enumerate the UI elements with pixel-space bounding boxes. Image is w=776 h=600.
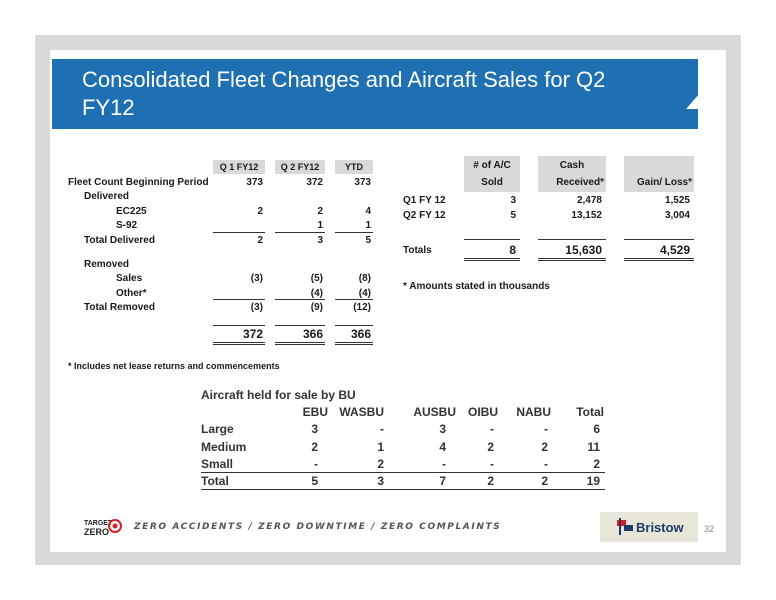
bu-total-rule <box>201 472 605 473</box>
sales-total-cell: 15,630 <box>565 243 602 257</box>
bu-header-total: Total <box>576 405 604 419</box>
sales-header-line: Cash <box>559 160 585 171</box>
sales-total-cell: 4,529 <box>659 243 690 257</box>
sales-double-rule <box>538 258 606 259</box>
bu-cell: - <box>380 422 384 436</box>
bu-cell: - <box>544 457 548 471</box>
bu-cell: 2 <box>541 440 548 454</box>
bu-cell: 3 <box>311 422 318 436</box>
bu-cell: 3 <box>439 422 446 436</box>
fleet-cell: 3 <box>317 235 323 246</box>
bu-header-ebu: EBU <box>302 405 328 419</box>
fleet-row-label: Sales <box>116 273 143 284</box>
target-zero-logo-line-1: TARGET <box>84 520 113 527</box>
sales-total-cell: 8 <box>509 243 516 257</box>
fleet-double-rule <box>213 344 265 345</box>
bu-header-nabu: NABU <box>516 405 551 419</box>
sales-header-line: Gain/ Loss* <box>636 177 692 188</box>
bu-header-wasbu: WASBU <box>339 405 384 419</box>
sales-cell: 2,478 <box>576 195 602 206</box>
fleet-double-rule <box>275 344 325 345</box>
bristow-logo-text: Bristow <box>636 520 684 535</box>
bu-cell: 5 <box>311 474 318 488</box>
fleet-cell: 2 <box>257 206 263 217</box>
bu-cell: - <box>314 457 318 471</box>
fleet-end-cell: 372 <box>242 327 263 341</box>
bu-row-label: Medium <box>201 440 247 454</box>
bu-header-oibu: OIBU <box>468 405 498 419</box>
fleet-subtotal-rule <box>335 232 373 233</box>
fleet-cell: 372 <box>306 177 323 188</box>
bu-bottom-rule <box>201 489 605 490</box>
fleet-row-label: Fleet Count Beginning Period <box>68 177 209 188</box>
fleet-cell: 1 <box>317 220 323 231</box>
sales-cell: 3 <box>510 195 516 206</box>
bu-cell: 1 <box>377 440 384 454</box>
sales-header-line: Sold <box>481 177 503 188</box>
fleet-double-rule <box>335 344 373 345</box>
sales-double-rule <box>624 258 694 259</box>
sales-row-label: Q2 FY 12 <box>403 210 446 221</box>
bu-cell: 11 <box>587 440 600 454</box>
fleet-cell: (4) <box>310 288 323 299</box>
slide-title: Consolidated Fleet Changes and Aircraft Sales for Q2 FY12 <box>82 67 606 120</box>
fleet-row-label: Delivered <box>84 191 130 202</box>
bu-row-label: Total <box>201 474 229 488</box>
fleet-end-cell: 366 <box>302 327 323 341</box>
sales-double-rule <box>464 260 520 261</box>
fleet-cell: 373 <box>354 177 371 188</box>
bu-cell: 2 <box>311 440 318 454</box>
sales-double-rule <box>624 260 694 261</box>
fleet-subtotal-rule <box>335 299 373 300</box>
sales-cell: 3,004 <box>664 210 690 221</box>
bu-row-label: Large <box>201 422 234 436</box>
fleet-subtotal-rule <box>275 299 325 300</box>
fleet-cell: (8) <box>358 273 371 284</box>
bu-cell: 2 <box>487 474 494 488</box>
fleet-subtotal-rule <box>213 299 265 300</box>
fleet-header-q2: Q 2 FY12 <box>280 162 320 172</box>
sales-cell: 5 <box>510 210 516 221</box>
fleet-cell: 2 <box>317 206 323 217</box>
fleet-row-label: Total Removed <box>84 302 155 313</box>
bu-cell: - <box>490 457 494 471</box>
fleet-cell: 1 <box>365 220 371 231</box>
sales-row-label: Totals <box>403 245 432 256</box>
fleet-cell: 4 <box>365 206 371 217</box>
bu-cell: 19 <box>586 474 600 488</box>
target-zero-logo-line-2: ZERO <box>84 527 110 537</box>
bu-row-label: Small <box>201 457 234 471</box>
fleet-double-rule <box>335 342 373 343</box>
bu-cell: 7 <box>439 474 446 488</box>
fleet-header-q1: Q 1 FY12 <box>219 162 259 172</box>
fleet-footnote: * Includes net lease returns and commencements <box>68 361 280 371</box>
fleet-total-rule <box>213 325 265 326</box>
fleet-total-rule <box>335 325 373 326</box>
fleet-row-label: Total Delivered <box>84 235 155 246</box>
fleet-header-ytd: YTD <box>345 162 363 172</box>
fleet-cell: 373 <box>246 177 263 188</box>
bristow-flag-icon <box>617 518 634 535</box>
fleet-row-label: S-92 <box>116 220 138 231</box>
fleet-cell: 5 <box>365 235 371 246</box>
bu-cell: 2 <box>377 457 384 471</box>
fleet-cell: (12) <box>353 302 371 313</box>
bu-cell: 2 <box>593 457 600 471</box>
bu-cell: 4 <box>439 440 446 454</box>
fleet-cell: (4) <box>358 288 371 299</box>
sales-total-rule <box>624 239 694 240</box>
fleet-double-rule <box>213 342 265 343</box>
sales-header-line: # of A/C <box>473 160 511 171</box>
bu-cell: - <box>442 457 446 471</box>
bu-cell: 2 <box>541 474 548 488</box>
bu-cell: 2 <box>487 440 494 454</box>
bu-cell: - <box>544 422 548 436</box>
bu-cell: 3 <box>377 474 384 488</box>
bu-cell: - <box>490 422 494 436</box>
sales-header-line: Received* <box>556 177 604 188</box>
fleet-cell: (5) <box>310 273 323 284</box>
fleet-row-label: EC225 <box>116 206 147 217</box>
footer-tagline: ZERO ACCIDENTS / ZERO DOWNTIME / ZERO COMPLAINTS <box>134 522 502 532</box>
fleet-row-label: Removed <box>84 259 130 270</box>
fleet-cell: 2 <box>257 235 263 246</box>
fleet-cell: (3) <box>250 302 263 313</box>
target-icon <box>108 519 122 533</box>
sales-note: * Amounts stated in thousands <box>403 281 550 292</box>
fleet-subtotal-rule <box>275 232 325 233</box>
sales-cell: 1,525 <box>664 195 690 206</box>
fleet-end-cell: 366 <box>350 327 371 341</box>
sales-row-label: Q1 FY 12 <box>403 195 446 206</box>
fleet-subtotal-rule <box>213 232 265 233</box>
fleet-row-label: Other* <box>116 288 147 299</box>
sales-cell: 13,152 <box>571 210 602 221</box>
bu-cell: 6 <box>593 422 600 436</box>
fleet-double-rule <box>275 342 325 343</box>
fleet-cell: (3) <box>250 273 263 284</box>
sales-total-rule <box>538 239 606 240</box>
fleet-total-rule <box>275 325 325 326</box>
page-number: 32 <box>704 524 715 534</box>
fleet-cell: (9) <box>310 302 323 313</box>
sales-double-rule <box>464 258 520 259</box>
sales-double-rule <box>538 260 606 261</box>
sales-total-rule <box>464 239 520 240</box>
bu-header-ausbu: AUSBU <box>413 405 456 419</box>
bu-table-title: Aircraft held for sale by BU <box>201 388 356 402</box>
